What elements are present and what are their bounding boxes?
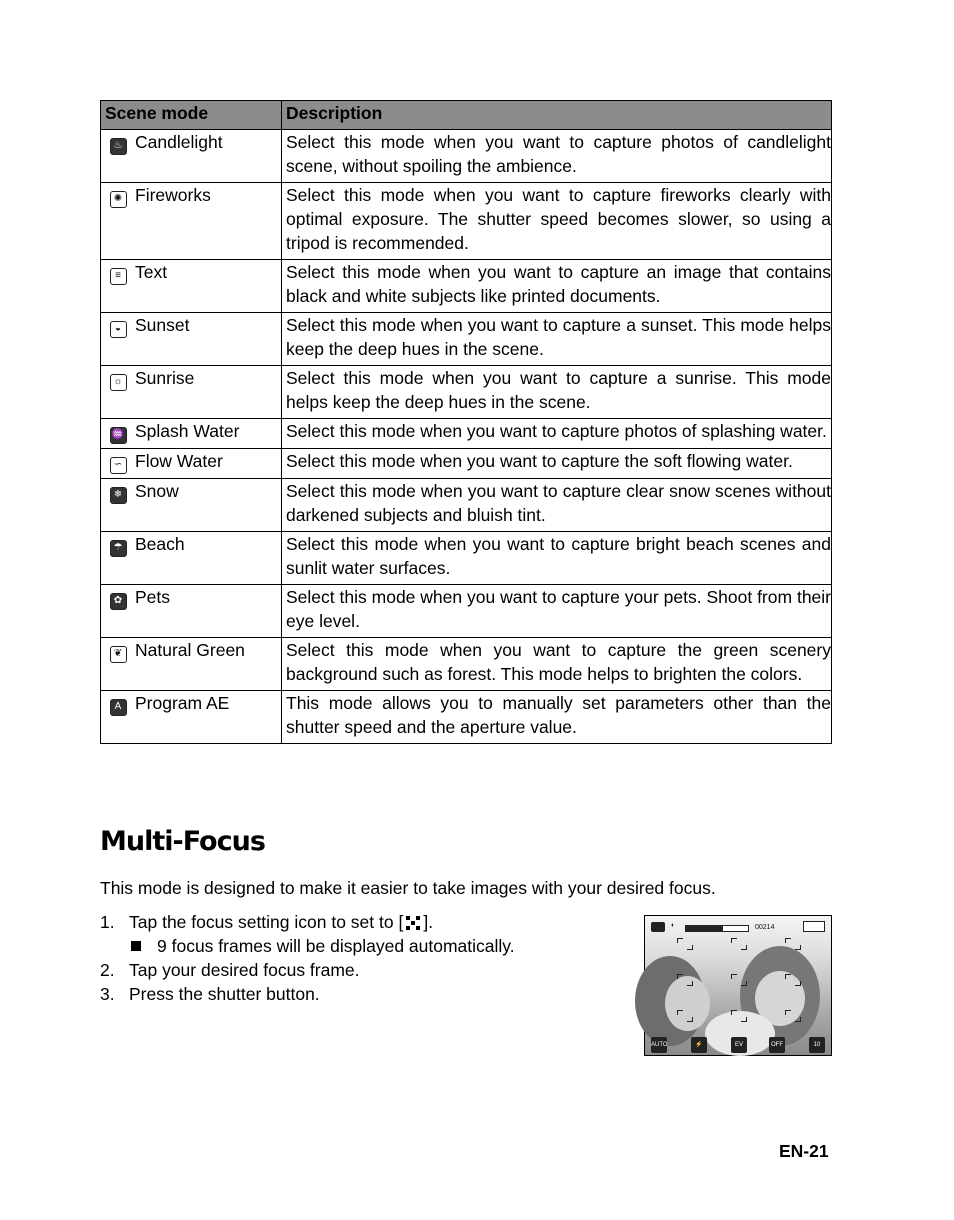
- multi-focus-icon: [406, 916, 420, 930]
- table-row: [101, 260, 832, 313]
- scene-description-cell: Select this mode when you want to capture photos of splashing water.: [282, 419, 832, 449]
- table-row: [101, 130, 832, 183]
- scene-mode-cell: [101, 691, 282, 744]
- focus-frame[interactable]: [731, 1010, 747, 1022]
- exposure-icon[interactable]: EV 0.0: [731, 1037, 747, 1053]
- step-text-end: ].: [423, 912, 434, 932]
- table-row: [101, 366, 832, 419]
- scene-description-cell: Select this mode when you want to capture fireworks clearly with optimal exposure. The shutter speed becomes slower, so using a tripod is recommended.: [282, 183, 832, 260]
- table-row: [101, 691, 832, 744]
- candlelight-icon: ♨: [110, 138, 127, 155]
- table-header-row: [101, 101, 832, 130]
- scene-auto-icon[interactable]: AUTO: [651, 1037, 667, 1053]
- step-text: Tap your desired focus frame.: [129, 960, 360, 980]
- scene-mode-cell: [101, 638, 282, 691]
- scene-mode-cell: [101, 130, 282, 183]
- focus-frame[interactable]: [785, 1010, 801, 1022]
- scene-description-cell: Select this mode when you want to capture a sunset. This mode helps keep the deep hues in the scene.: [282, 313, 832, 366]
- table-row: [101, 183, 832, 260]
- table-row: [101, 419, 832, 449]
- scene-mode-table: [100, 100, 832, 744]
- scene-mode-label: Natural Green: [135, 640, 245, 660]
- scene-mode-cell: [101, 183, 282, 260]
- table-row: [101, 449, 832, 479]
- table-row: [101, 479, 832, 532]
- zoom-bar-fill: [686, 926, 723, 931]
- zoom-bar: [685, 925, 749, 932]
- step-text: Press the shutter button.: [129, 984, 320, 1004]
- self-timer-icon[interactable]: OFF: [769, 1037, 785, 1053]
- sunset-icon: ◒: [110, 321, 127, 338]
- text-document-icon: ≡: [110, 268, 127, 285]
- scene-mode-cell: [101, 366, 282, 419]
- shot-counter: 00214: [755, 924, 775, 931]
- scene-mode-label: Candlelight: [135, 132, 223, 152]
- list-item: [100, 934, 515, 958]
- camera-mode-icon: [651, 922, 665, 932]
- camera-lcd-screenshot: [644, 915, 832, 1064]
- scene-description-cell: Select this mode when you want to capture photos of candlelight scene, without spoiling the ambience.: [282, 130, 832, 183]
- scene-mode-cell: [101, 313, 282, 366]
- focus-frame[interactable]: [785, 974, 801, 986]
- scene-mode-label: Splash Water: [135, 421, 240, 441]
- step-text: Tap the focus setting icon to set to [: [129, 912, 404, 932]
- resolution-icon[interactable]: 10 MP: [809, 1037, 825, 1053]
- list-item: [100, 958, 515, 982]
- scene-mode-label: Fireworks: [135, 185, 211, 205]
- table-row: [101, 638, 832, 691]
- header-description: Description: [282, 101, 832, 130]
- fireworks-icon: ✺: [110, 191, 127, 208]
- scene-description-cell: Select this mode when you want to capture the soft flowing water.: [282, 449, 832, 479]
- scene-description-cell: Select this mode when you want to capture a sunrise. This mode helps keep the deep hues in the scene.: [282, 366, 832, 419]
- scene-description-cell: Select this mode when you want to capture the green scenery background such as forest. This mode helps to brighten the colors.: [282, 638, 832, 691]
- scene-description-cell: Select this mode when you want to capture bright beach scenes and sunlit water surfaces.: [282, 532, 832, 585]
- scene-mode-label: Flow Water: [135, 451, 223, 471]
- step-number: 3.: [100, 984, 115, 1004]
- scene-mode-label: Sunrise: [135, 368, 195, 388]
- table-row: [101, 313, 832, 366]
- focus-frame[interactable]: [677, 974, 693, 986]
- focus-frame[interactable]: [731, 974, 747, 986]
- scene-mode-label: Snow: [135, 481, 179, 501]
- step-number: 1.: [100, 912, 115, 932]
- focus-frame[interactable]: [677, 1010, 693, 1022]
- beach-icon: ☂: [110, 540, 127, 557]
- focus-frame[interactable]: [731, 938, 747, 950]
- scene-mode-label: Program AE: [135, 693, 230, 713]
- zoom-out-icon: ◐: [671, 922, 676, 929]
- scene-mode-cell: [101, 585, 282, 638]
- focus-frame[interactable]: [785, 938, 801, 950]
- sub-step-text: 9 focus frames will be displayed automatically.: [157, 936, 515, 956]
- focus-frame[interactable]: [677, 938, 693, 950]
- header-scene-mode: Scene mode: [101, 101, 282, 130]
- table-row: [101, 585, 832, 638]
- scene-mode-label: Beach: [135, 534, 185, 554]
- scene-mode-cell: [101, 479, 282, 532]
- step-number: 2.: [100, 960, 115, 980]
- leaf-icon: ❦: [110, 646, 127, 663]
- scene-mode-label: Pets: [135, 587, 171, 607]
- scene-description-cell: Select this mode when you want to capture clear snow scenes without darkened subjects and bluish tint.: [282, 479, 832, 532]
- steps-list: [100, 910, 515, 1006]
- scene-mode-cell: [101, 260, 282, 313]
- scene-description-cell: Select this mode when you want to capture your pets. Shoot from their eye level.: [282, 585, 832, 638]
- flow-water-icon: ∽: [110, 457, 127, 474]
- scene-description-cell: This mode allows you to manually set parameters other than the shutter speed and the aperture value.: [282, 691, 832, 744]
- program-ae-icon: A: [110, 699, 127, 716]
- scene-mode-label: Text: [135, 262, 168, 282]
- sunrise-icon: ☼: [110, 374, 127, 391]
- scene-mode-cell: [101, 419, 282, 449]
- battery-icon: [803, 921, 825, 932]
- scene-mode-cell: [101, 532, 282, 585]
- pets-icon: ✿: [110, 593, 127, 610]
- bullet-icon: [131, 941, 141, 951]
- camera-status-bar: [645, 916, 831, 938]
- scene-mode-cell: [101, 449, 282, 479]
- scene-description-cell: Select this mode when you want to capture an image that contains black and white subjects like printed documents.: [282, 260, 832, 313]
- section-title: Multi-Focus: [100, 826, 265, 857]
- page-number: EN-21: [779, 1141, 829, 1161]
- splash-water-icon: ♒: [110, 427, 127, 444]
- list-item: [100, 910, 515, 934]
- scene-mode-label: Sunset: [135, 315, 190, 335]
- snow-icon: ❄: [110, 487, 127, 504]
- list-item: [100, 982, 515, 1006]
- flash-icon[interactable]: ⚡: [691, 1037, 707, 1053]
- table-row: [101, 532, 832, 585]
- section-intro: This mode is designed to make it easier to take images with your desired focus.: [100, 878, 716, 898]
